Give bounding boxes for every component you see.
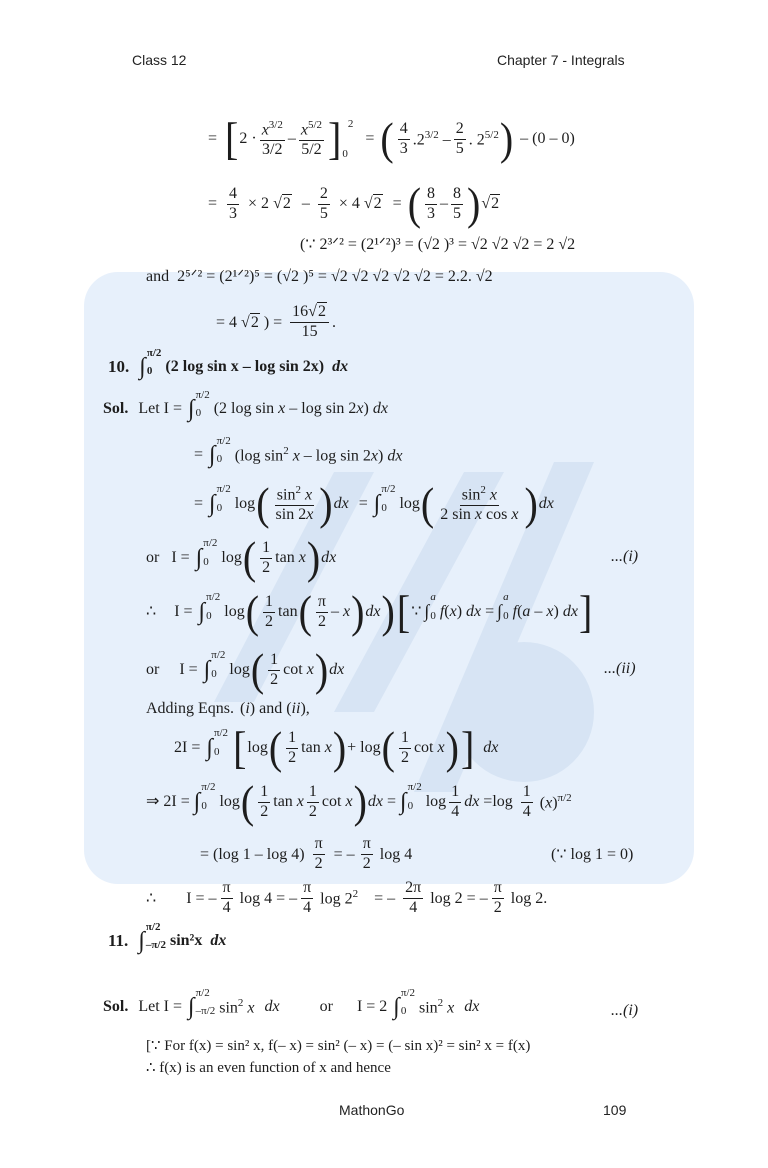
eq-line-3: (∵ 2³ᐟ² = (2¹ᐟ²)³ = (√2 )³ = √2 √2 √2 = 2 √2 (300, 236, 576, 253)
sol-10-line-8: ⇒ 2I = ∫ π/2 0 log ( $\frac{1}{2}$ tan x $\frac{1}{2}$ cot x ) dx = ∫ π/2 0 log $\frac{1}{4}$ dx =log $\frac{1}{4}$ $(x)^{\pi/2}$ (146, 775, 572, 828)
sol-11-line-1: Sol. Let I = ∫ π/2 –π/2 $\sin^2 x$ dx or I = 2 ∫ π/2 0 $\sin^2 x$ dx (103, 986, 480, 1020)
because-log-note: (∵ log 1 = 0) (551, 846, 634, 863)
eq-line-1: = [ 2 · $\frac{x^{3/2}}{3/2}$ – $\frac{x^{5/2}}{5/2}$ ] 0 2 = ( $\frac{4}{3}$ $.2^{3/2}$ – $\frac{2}{5}$ . $2^{5/2}$ ) – (0 – 0) (208, 112, 575, 165)
eq-label-i: ...(i) (611, 548, 639, 565)
question-11: 11. ∫ π/2 –π/2 sin²x dx (108, 920, 227, 954)
eq-line-2: = $\frac{4}{3}$ × 2 √2 – $\frac{2}{5}$ × 4 √2 = ( $\frac{8}{3}$ – $\frac{8}{5}$ ) √2 (208, 177, 500, 230)
header-chapter: Chapter 7 - Integrals (497, 52, 625, 68)
sol-10-line-4: or I = ∫ π/2 0 log ( $\frac{1}{2}$ tan x ) dx (146, 531, 337, 584)
and-label: and (146, 268, 170, 285)
sol-10-line-7: 2I = ∫ π/2 0 [ log ( $\frac{1}{2}$ tan x ) + log ( $\frac{1}{2}$ cot x ) ] dx (174, 721, 499, 774)
eq-line-5: = 4 √2 ) = $\frac{16√2}{15}$ . (216, 303, 336, 340)
question-10: 10. ∫ π/2 0 (2 log sin x – log sin 2x) dx (108, 346, 349, 380)
eq-label-i-2: ...(i) (611, 1002, 639, 1019)
page-number: 109 (603, 1102, 627, 1118)
header-class: Class 12 (132, 52, 187, 68)
sol-11-even-line: ∴ f(x) is an even function of x and hence (146, 1060, 391, 1076)
sol-10-line-9: = (log 1 – log 4) $\frac{\pi}{2}$ = – $\frac{\pi}{2}$ log 4 (200, 835, 413, 872)
eq-label-ii: ...(ii) (604, 660, 636, 677)
footer-brand: MathonGo (339, 1102, 405, 1118)
adding-line: Adding Eqns. (i) and (ii), (146, 700, 310, 717)
sol-10-line-6: or I = ∫ π/2 0 log ( $\frac{1}{2}$ cot x ) dx (146, 643, 345, 696)
eq-line-4: and 2⁵ᐟ² = (2¹ᐟ²)⁵ = (√2 )⁵ = √2 √2 √2 √2 √2 = 2.2. √2 (146, 268, 493, 285)
sol-10-line-2: = ∫ π/2 0 (log $\sin^2 x$ – log sin 2x) dx (194, 434, 403, 468)
sol-10-final: ∴ I = – $\frac{\pi}{4}$ log 4 = – $\frac{\pi}{4}$ $\log 2^2$ = – $\frac{2\pi}{4}$ log 2 = – $\frac{\pi}{2}$ log 2. (146, 879, 548, 916)
sol-10-line-1: Sol. Let I = ∫ π/2 0 (2 log sin x – log sin 2x) dx (103, 388, 388, 422)
sol-10-line-3: = ∫ π/2 0 log ( $\frac{\sin^2 x}{\sin 2x}$ ) dx = ∫ π/2 0 log ( $\frac{\sin^2 x}{\text{2 sin x cos x}}$ ) dx (194, 477, 554, 530)
sol-11-for-line: [∵ For f(x) = sin² x, f(– x) = sin² (– x) = (– sin x)² = sin² x = f(x) (146, 1038, 531, 1054)
sol-10-line-5: ∴ I = ∫ π/2 0 log ( $\frac{1}{2}$ tan ( $\frac{\pi}{2}$ – x ) dx ) [ ∵ ∫ a 0 f(x) dx = ∫ a 0 f(a – x) dx ] (146, 585, 593, 638)
